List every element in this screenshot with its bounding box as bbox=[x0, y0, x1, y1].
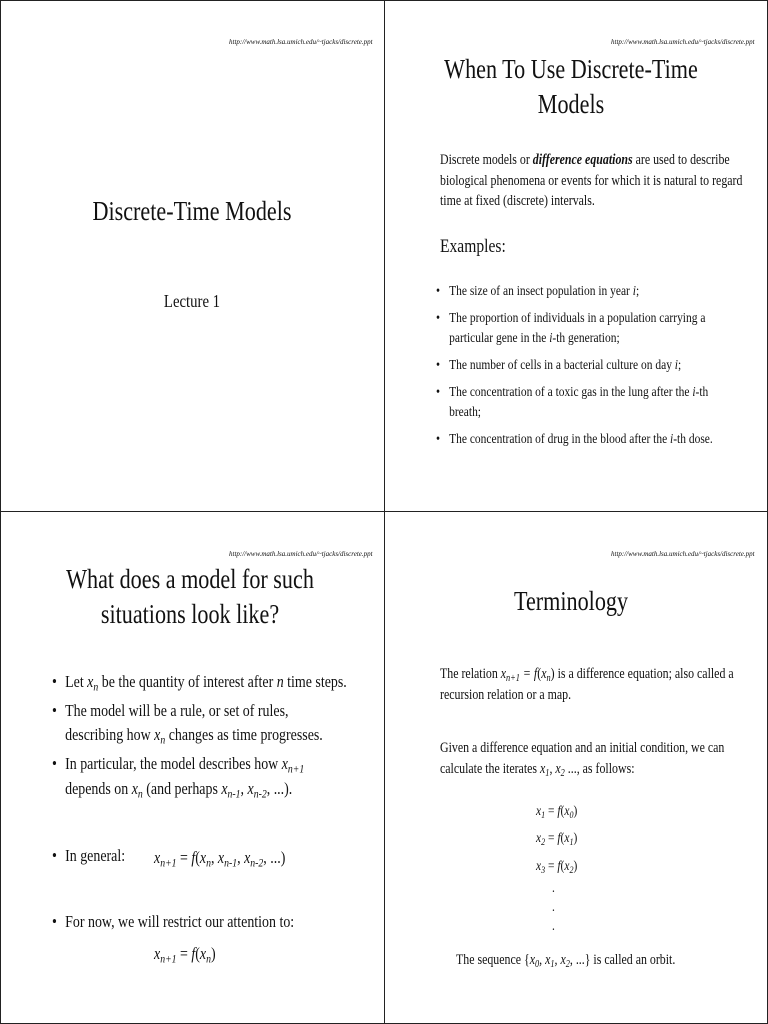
text: For now, we will restrict our attention to: bbox=[65, 912, 295, 931]
variable: i bbox=[674, 357, 679, 373]
intro-paragraph bbox=[440, 150, 768, 212]
text: ; bbox=[635, 284, 640, 299]
text: The concentration of drug in the blood after the bbox=[449, 431, 671, 447]
variable: i bbox=[670, 431, 674, 447]
slide-4 bbox=[384, 512, 768, 1024]
math: $x_n$ bbox=[87, 672, 99, 694]
text: describing how bbox=[65, 725, 155, 745]
relation-paragraph: The relation $x_{n+1} = f(x_n)$ is a difference equation; also called a recursion relation or a map. bbox=[440, 666, 734, 703]
text: Given a difference equation and an initial condition, we can bbox=[440, 740, 725, 756]
dot: . bbox=[552, 899, 555, 915]
list-item bbox=[436, 430, 764, 449]
text: recursion relation or a map. bbox=[440, 686, 572, 703]
text: are used to describe bbox=[632, 152, 730, 168]
restrict-bullet bbox=[52, 912, 347, 932]
text: The proportion of individuals in a population carrying a bbox=[449, 311, 706, 327]
slide-url: http://www.math.lsa.umich.edu/~tjacks/discrete.ppt bbox=[229, 550, 373, 558]
text: The relation bbox=[440, 666, 501, 682]
text: depends on bbox=[65, 778, 132, 798]
model-bullets bbox=[52, 670, 347, 801]
slide-title bbox=[436, 52, 707, 122]
text: , ...} is called an orbit. bbox=[569, 952, 676, 968]
text: The sequence { bbox=[456, 952, 530, 968]
examples-heading: Examples: bbox=[440, 236, 506, 257]
continuation-dots bbox=[552, 880, 555, 937]
text: (and perhaps bbox=[142, 778, 222, 798]
iterate-equations bbox=[536, 798, 577, 880]
examples-list bbox=[436, 282, 764, 449]
math: $x_{n+1}$ bbox=[281, 753, 305, 776]
variable: i bbox=[692, 385, 696, 401]
list-item bbox=[436, 356, 764, 375]
slide-title: Discrete-Time Models bbox=[92, 196, 292, 226]
list-item bbox=[52, 670, 347, 695]
slide-url: http://www.math.lsa.umich.edu/~tjacks/discrete.ppt bbox=[229, 38, 373, 46]
text: Discrete models or bbox=[440, 152, 533, 168]
dot: . bbox=[552, 918, 555, 934]
emphasis-text: difference equations bbox=[532, 152, 633, 168]
slide-2 bbox=[384, 0, 768, 512]
iterates-paragraph: Given a difference equation and an initial condition, we can calculate the iterates $x_1$, $x_2$ ..., as follows: bbox=[440, 740, 725, 779]
text: calculate the iterates bbox=[440, 760, 541, 777]
title-line: Models bbox=[537, 89, 605, 120]
math: $x_n$ bbox=[154, 725, 166, 747]
text: is a difference equation; also called a bbox=[554, 666, 734, 682]
text: The model will be a rule, or set of rules, bbox=[65, 700, 289, 720]
slide-title bbox=[51, 562, 330, 632]
text: ..., as follows: bbox=[564, 760, 635, 777]
slide-url: http://www.math.lsa.umich.edu/~tjacks/discrete.ppt bbox=[611, 550, 755, 558]
title-line: When To Use Discrete-Time bbox=[444, 54, 698, 84]
text: The size of an insect population in year bbox=[449, 284, 633, 299]
text: time at fixed (discrete) intervals. bbox=[440, 193, 595, 210]
title-line: What does a model for such bbox=[66, 564, 314, 594]
slide-3 bbox=[0, 512, 384, 1024]
equation: $x_2 = f(x_1)$ bbox=[536, 831, 578, 849]
restricted-equation: $x_{n+1} = f(x_n)$ bbox=[154, 944, 216, 966]
list-item bbox=[436, 309, 764, 348]
variable: n bbox=[276, 672, 284, 691]
math: $x_1$ bbox=[540, 760, 550, 779]
list-item bbox=[52, 699, 347, 748]
text: The number of cells in a bacterial culture on day bbox=[449, 357, 675, 373]
title-line: situations look like? bbox=[100, 599, 280, 630]
text: biological phenomena or events for which it is natural to regard bbox=[440, 172, 743, 189]
text: -th bbox=[695, 385, 709, 401]
slide-1 bbox=[0, 0, 384, 512]
list-item bbox=[52, 912, 347, 932]
text: ; bbox=[678, 357, 682, 373]
text: particular gene in the bbox=[449, 330, 550, 346]
dot: . bbox=[552, 881, 555, 896]
text: be the quantity of interest after bbox=[98, 672, 277, 691]
list-item bbox=[436, 282, 764, 301]
text: The concentration of a toxic gas in the lung after the bbox=[449, 385, 693, 401]
list-item bbox=[52, 752, 347, 801]
math: $x_{n+1} = f$ bbox=[500, 666, 538, 685]
text: changes as time progresses. bbox=[165, 725, 323, 745]
general-equation: $x_{n+1} = f(x_n$, $x_{n-1}$, $x_{n-2}$, ...) bbox=[154, 848, 286, 870]
text: breath; bbox=[449, 404, 481, 420]
text: Let bbox=[65, 672, 88, 691]
text: In particular, the model describes how bbox=[65, 753, 282, 773]
text: , ...). bbox=[266, 778, 293, 798]
equation: $x_1 = f(x_0)$ bbox=[536, 804, 578, 821]
math: $x_{n-1}$, $x_{n-2}$ bbox=[221, 778, 267, 801]
text: time steps. bbox=[283, 672, 347, 691]
slide-subtitle: Lecture 1 bbox=[163, 291, 221, 311]
text: In general: bbox=[65, 846, 126, 865]
variable: i bbox=[632, 284, 636, 299]
list-item bbox=[436, 383, 764, 422]
variable: i bbox=[549, 330, 553, 346]
text: -th generation; bbox=[552, 330, 620, 346]
slide-title: Terminology bbox=[513, 586, 629, 616]
math: $x_0$, $x_1$, $x_2$ bbox=[529, 952, 570, 971]
text: -th dose. bbox=[673, 431, 713, 447]
orbit-sentence bbox=[456, 950, 751, 971]
equation: $x_3 = f(x_2)$ bbox=[536, 858, 578, 876]
slide-url: http://www.math.lsa.umich.edu/~tjacks/discrete.ppt bbox=[611, 38, 755, 46]
math: $x_n$ bbox=[131, 778, 143, 801]
